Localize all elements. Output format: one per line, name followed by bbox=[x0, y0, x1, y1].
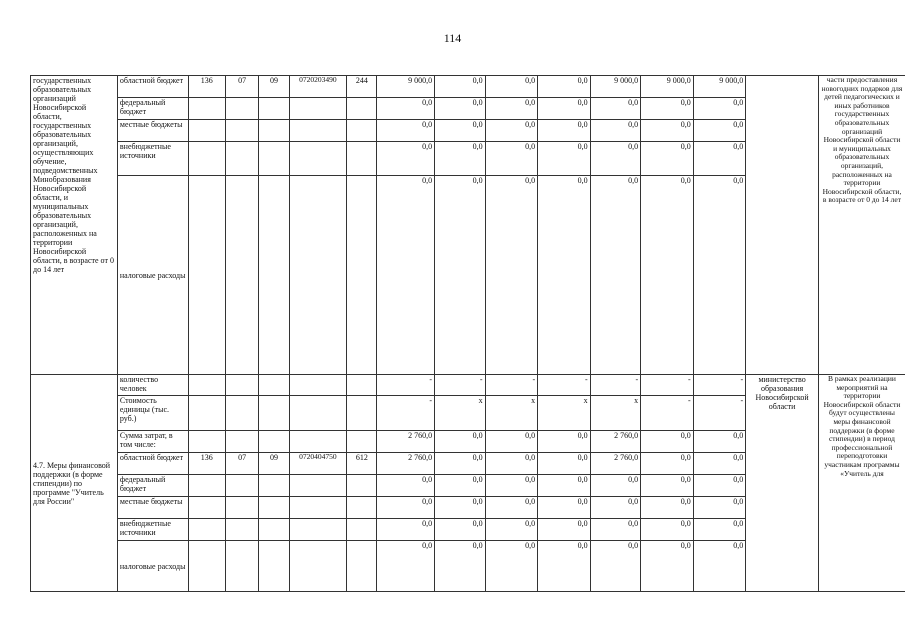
cell-value: 9 000,0 bbox=[377, 76, 435, 98]
cell-value: 0,0 bbox=[377, 497, 435, 519]
cell-value: 0,0 bbox=[435, 176, 486, 375]
row-source: местные бюджеты bbox=[117, 497, 188, 519]
block2-result: В рамках реализации мероприятий на территории Новосибирской области будут осуществлены меры финансовой поддержки (в форме стипендии) в период профессиональной переподготовки участникам программы «Учитель для bbox=[818, 375, 905, 592]
cell-value: 0,0 bbox=[693, 541, 746, 592]
cell-value: 0,0 bbox=[538, 431, 591, 453]
cell-value: х bbox=[538, 396, 591, 431]
row-source: налоговые расходы bbox=[117, 541, 188, 592]
cell-value: 0,0 bbox=[641, 142, 694, 176]
cell-value: 0,0 bbox=[641, 176, 694, 375]
row-source: местные бюджеты bbox=[117, 120, 188, 142]
cell-value: 0,0 bbox=[377, 541, 435, 592]
cell-value: 0,0 bbox=[435, 98, 486, 120]
cell-value: - bbox=[590, 375, 641, 396]
row-source: Сумма затрат, в том числе: bbox=[117, 431, 188, 453]
cell-value: 0,0 bbox=[590, 176, 641, 375]
cell-value: 0,0 bbox=[693, 497, 746, 519]
row-source: внебюджетные источники bbox=[117, 142, 188, 176]
cell-value: 0,0 bbox=[538, 120, 591, 142]
cell-value: 0,0 bbox=[485, 497, 538, 519]
cell-value: 0,0 bbox=[485, 519, 538, 541]
cell-value: 0,0 bbox=[641, 497, 694, 519]
table-row bbox=[31, 375, 905, 396]
cell-value: 0,0 bbox=[693, 475, 746, 497]
cell-value: 0,0 bbox=[590, 120, 641, 142]
cell-grbs: 136 bbox=[188, 453, 225, 475]
cell-csr: 0720404750 bbox=[289, 453, 347, 475]
cell-value: 0,0 bbox=[538, 475, 591, 497]
cell-value: 0,0 bbox=[538, 497, 591, 519]
cell-value: - bbox=[693, 375, 746, 396]
cell-value: х bbox=[435, 396, 486, 431]
cell-value: 0,0 bbox=[641, 541, 694, 592]
cell-value: 0,0 bbox=[641, 453, 694, 475]
cell-value: - bbox=[693, 396, 746, 431]
cell-grbs: 136 bbox=[188, 76, 225, 98]
cell-value: 0,0 bbox=[590, 142, 641, 176]
cell-value: 0,0 bbox=[693, 142, 746, 176]
cell-value: 0,0 bbox=[641, 120, 694, 142]
cell-value: - bbox=[435, 375, 486, 396]
cell-value: 0,0 bbox=[641, 431, 694, 453]
cell-value: 0,0 bbox=[485, 453, 538, 475]
cell-value: 0,0 bbox=[641, 98, 694, 120]
cell-value: 0,0 bbox=[538, 519, 591, 541]
cell-value: 0,0 bbox=[435, 541, 486, 592]
cell-value: 0,0 bbox=[435, 76, 486, 98]
row-source: областной бюджет bbox=[117, 453, 188, 475]
cell-value: 0,0 bbox=[377, 120, 435, 142]
table-row bbox=[31, 76, 905, 98]
row-source: областной бюджет bbox=[117, 76, 188, 98]
cell-csr: 0720203490 bbox=[289, 76, 347, 98]
cell-value: 0,0 bbox=[693, 431, 746, 453]
cell-value: 0,0 bbox=[693, 98, 746, 120]
cell-value: 0,0 bbox=[590, 541, 641, 592]
cell-value: 0,0 bbox=[485, 475, 538, 497]
cell-value: 0,0 bbox=[435, 519, 486, 541]
cell-value: 0,0 bbox=[435, 142, 486, 176]
cell-value: 0,0 bbox=[693, 453, 746, 475]
cell-value: 0,0 bbox=[485, 98, 538, 120]
cell-value: 0,0 bbox=[435, 497, 486, 519]
block1-result: части предоставления новогодних подарков для детей педагогических и иных работников государственных образовательных организаций Новосибирской области и муниципальных образовательных организаций, расположенных на территории Новосибирской области, в возрасте от 0 до 14 лет bbox=[818, 76, 905, 375]
cell-value: х bbox=[590, 396, 641, 431]
cell-value: 9 000,0 bbox=[641, 76, 694, 98]
cell-value: 0,0 bbox=[538, 142, 591, 176]
cell-value: 0,0 bbox=[377, 519, 435, 541]
block2-executor: министерство образования Новосибирской области bbox=[746, 375, 819, 592]
cell-pr: 09 bbox=[259, 76, 289, 98]
cell-value: 2 760,0 bbox=[590, 431, 641, 453]
cell-value: 0,0 bbox=[377, 142, 435, 176]
cell-value: х bbox=[485, 396, 538, 431]
cell-value: 0,0 bbox=[693, 120, 746, 142]
cell-value: - bbox=[538, 375, 591, 396]
cell-value: 0,0 bbox=[590, 475, 641, 497]
cell-value: 0,0 bbox=[693, 519, 746, 541]
cell-vr: 244 bbox=[347, 76, 377, 98]
cell-value: 0,0 bbox=[590, 519, 641, 541]
cell-value: 0,0 bbox=[485, 176, 538, 375]
cell-rz: 07 bbox=[225, 76, 258, 98]
cell-value: 0,0 bbox=[485, 76, 538, 98]
cell-value: - bbox=[641, 375, 694, 396]
cell-value: 0,0 bbox=[538, 176, 591, 375]
cell-value: 9 000,0 bbox=[590, 76, 641, 98]
cell-value: 0,0 bbox=[435, 120, 486, 142]
cell-value: 0,0 bbox=[377, 98, 435, 120]
cell-value: 2 760,0 bbox=[377, 453, 435, 475]
block1-description: государственных образовательных организаций Новосибирской области, государственных образовательных организаций, осуществляющих обучение, подведомственных Минобразования Новосибирской области, и муниципальных образовательных организаций, расположенных на территории Новосибирской области, в возрасте от 0 до 14 лет bbox=[31, 76, 118, 375]
cell-value: 0,0 bbox=[590, 497, 641, 519]
page-number: 114 bbox=[443, 31, 462, 45]
cell-value: 0,0 bbox=[641, 519, 694, 541]
cell-value: - bbox=[641, 396, 694, 431]
cell-pr: 09 bbox=[259, 453, 289, 475]
cell-value: 0,0 bbox=[590, 98, 641, 120]
cell-value: - bbox=[377, 375, 435, 396]
cell-value: - bbox=[377, 396, 435, 431]
row-source: федеральный бюджет bbox=[117, 98, 188, 120]
row-source: внебюджетные источники bbox=[117, 519, 188, 541]
cell-value: 0,0 bbox=[641, 475, 694, 497]
cell-value: 0,0 bbox=[485, 541, 538, 592]
cell-value: 2 760,0 bbox=[377, 431, 435, 453]
budget-table bbox=[30, 75, 905, 592]
cell-value: 0,0 bbox=[693, 176, 746, 375]
cell-value: 0,0 bbox=[538, 76, 591, 98]
row-source: Стоимость единицы (тыс. руб.) bbox=[117, 396, 188, 431]
cell-value: 0,0 bbox=[538, 453, 591, 475]
cell-vr: 612 bbox=[347, 453, 377, 475]
cell-value: - bbox=[485, 375, 538, 396]
cell-value: 0,0 bbox=[435, 431, 486, 453]
cell-value: 0,0 bbox=[377, 176, 435, 375]
cell-value: 0,0 bbox=[485, 120, 538, 142]
cell-value: 0,0 bbox=[538, 541, 591, 592]
cell-rz: 07 bbox=[225, 453, 258, 475]
cell-value: 0,0 bbox=[485, 431, 538, 453]
row-source: налоговые расходы bbox=[117, 176, 188, 375]
block2-description: 4.7. Меры финансовой поддержки (в форме стипендии) по программе "Учитель для России" bbox=[31, 375, 118, 592]
cell-value: 0,0 bbox=[377, 475, 435, 497]
cell-value: 9 000,0 bbox=[693, 76, 746, 98]
cell-value: 2 760,0 bbox=[590, 453, 641, 475]
block1-executor bbox=[746, 76, 819, 375]
row-source: федеральный бюджет bbox=[117, 475, 188, 497]
cell-value: 0,0 bbox=[435, 453, 486, 475]
cell-value: 0,0 bbox=[435, 475, 486, 497]
cell-value: 0,0 bbox=[538, 98, 591, 120]
row-source: количество человек bbox=[117, 375, 188, 396]
cell-value: 0,0 bbox=[485, 142, 538, 176]
